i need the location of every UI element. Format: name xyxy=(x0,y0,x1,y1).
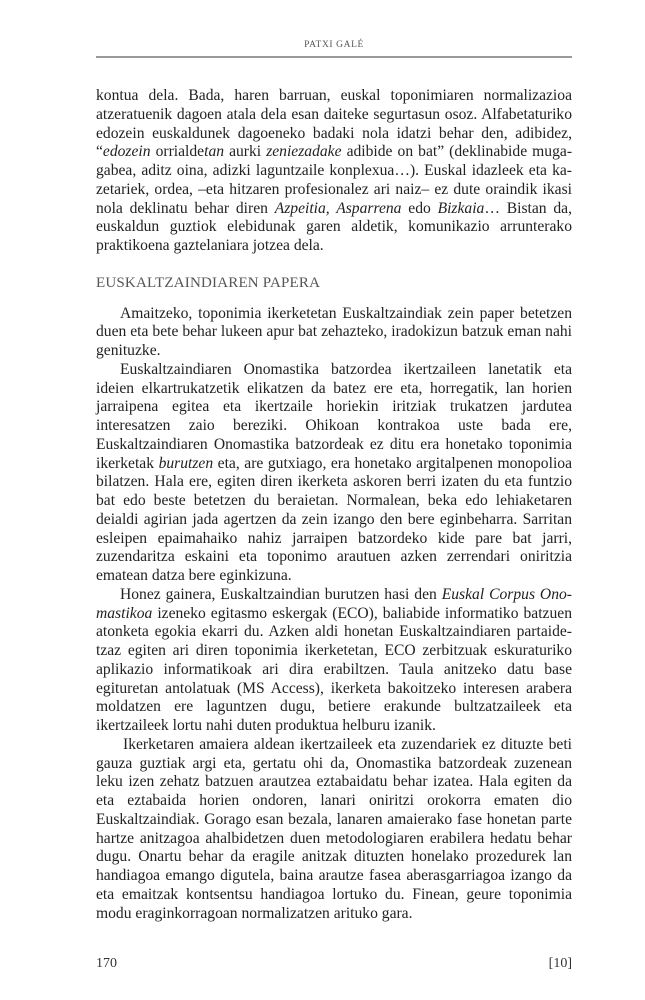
paragraph xyxy=(96,586,572,736)
text-run: orrialde xyxy=(150,143,205,161)
italic-text: Bizkaia xyxy=(437,199,485,217)
italic-text: Azpeitia, Asparrena xyxy=(274,199,402,217)
text-run: Ikerketaren amaiera aldean ikertzaileek eta zuzendariek ez dituzte beti gauza guztiak argi eta, gertatu ohi da, Onomastika batzordeak zuzenean leku izen zehatz batzuen arautzea eztabaidatu behar izatea. Hala egiten da eta eztabaida horien ondoren, lanari oniritzi orokorra ematen dio Euskaltzaindiak. Gorago esan bezala, lanaren amaierako fase honetan parte hartze anitzagoa ahalbidetzen duen metodologiaren erabilera hedatu behar dugu. Onartu behar da eragile anitzak dituzten honelako prozedurek lan handiagoa emango digutela, baina arautze fasea aberasgarriagoa izango da eta emaitzak kontsentsu handiagoa lortuko du. Finean, geure toponimia modu eraginkorragoan normalizatzen arituko gara. xyxy=(96,735,572,922)
text-run: Amaitzeko, toponimia ikerketetan Euskaltzaindiak zein paper betetzen duen eta bete behar lukeen apur bat zehazteko, iradokizun batzuk eman nahi genituzke. xyxy=(96,304,572,359)
italic-text: edozein xyxy=(102,143,151,161)
section-heading: EUSKALTZAINDIAREN PAPERA xyxy=(96,274,321,291)
paragraph xyxy=(96,736,572,924)
text-run: … Bistan da, euskaldun guztiok elebidunak garen aldetik, komunikazio arrunterako praktikoena gaztelaniara jotzea dela. xyxy=(96,199,572,254)
body-text xyxy=(96,87,572,923)
paragraph xyxy=(96,87,572,256)
paragraph xyxy=(96,361,572,586)
header-rule xyxy=(96,56,572,58)
text-run: eta, are gutxiago, era honetako argitalpenen monopolioa bilatzen. Hala ere, egiten diren ikerketa askoren berri izaten du eta funtzio bat edo beste betetzen du beraietan. Normalean, beka edo lehiaketaren deialdi agirian jada agertzen da zein izango den bere eginbeharra. Sarritan esleipen epaimahaiko nahiz jarraipen batzordeko kide pare bat jarri, zuzendaritza eskaini eta toponimo arautuen azken zerrendari oniritzia ematean datza bere eginkizuna. xyxy=(96,454,572,584)
text-run: Honez gainera, Euskaltzaindian burutzen hasi den xyxy=(120,585,442,603)
text-run: aurki xyxy=(224,143,267,161)
italic-text: tan xyxy=(204,143,225,161)
text-run: kontua dela. Bada, haren barruan, euskal toponimiaren normalizazioa atzeratuenik dagoen atala dela esan daiteke segurtasun osoz. Alfabetaturiko edozein euskaldunek dagoeneko badaki nola idatzi behar den, adibidez, “ xyxy=(96,87,572,161)
text-run: Euskaltzaindiaren Onomastika batzordea ikertzaileen lanetatik eta ideien elkartrukatzetik elikatzen da batez ere eta, horregatik, lan horien jarraipena egitea eta ikertzaile horiekin iritziak trukatzen jardutea interesatzen zaio bereziki. Ohikoan kontrakoa uste bada ere, Euskaltzaindiaren Onomastika batzordeak ez ditu era honetako toponimia ikerketak xyxy=(96,360,572,472)
italic-text: burutzen xyxy=(158,454,214,472)
text-run: izeneko egitasmo eskergak (ECO), baliabide informatiko batzuen atonketa egokia ekarri du. Azken aldi honetan Euskaltzaindiaren partaidetzaz egiten ari diren toponimia ikerketetan, ECO zerbitzuak eskuraturiko aplikazio informatikoak ari dira erabiltzen. Taula anitzeko datu base egituretan antolatuak (MS Access), ikerketa bakoitzeko interesen arabera moldatzen ere laguntzen dugu, betiere erakunde bultzatzaileek eta ikertzaileek lortu nahi duten produktua helburu izanik. xyxy=(96,604,572,734)
text-run: edo xyxy=(401,199,438,217)
paragraph xyxy=(96,305,572,361)
text-run: adibide on bat” (deklinabide mugagabea, aditz oina, adizki laguntzaile konplexua…). Euskal idazleek eta kazetariek, ordea, –eta hitzaren profesionalez ari naiz– ez dute oraindik ikasi nola deklinatu behar diren xyxy=(96,143,573,217)
page-number: 170 xyxy=(96,956,117,971)
page-reference: [10] xyxy=(548,956,572,971)
running-head: PATXI GALÉ xyxy=(304,40,364,50)
italic-text: Euskal Corpus Onomastikoa xyxy=(96,585,572,622)
italic-text: zeniezadake xyxy=(266,143,342,161)
